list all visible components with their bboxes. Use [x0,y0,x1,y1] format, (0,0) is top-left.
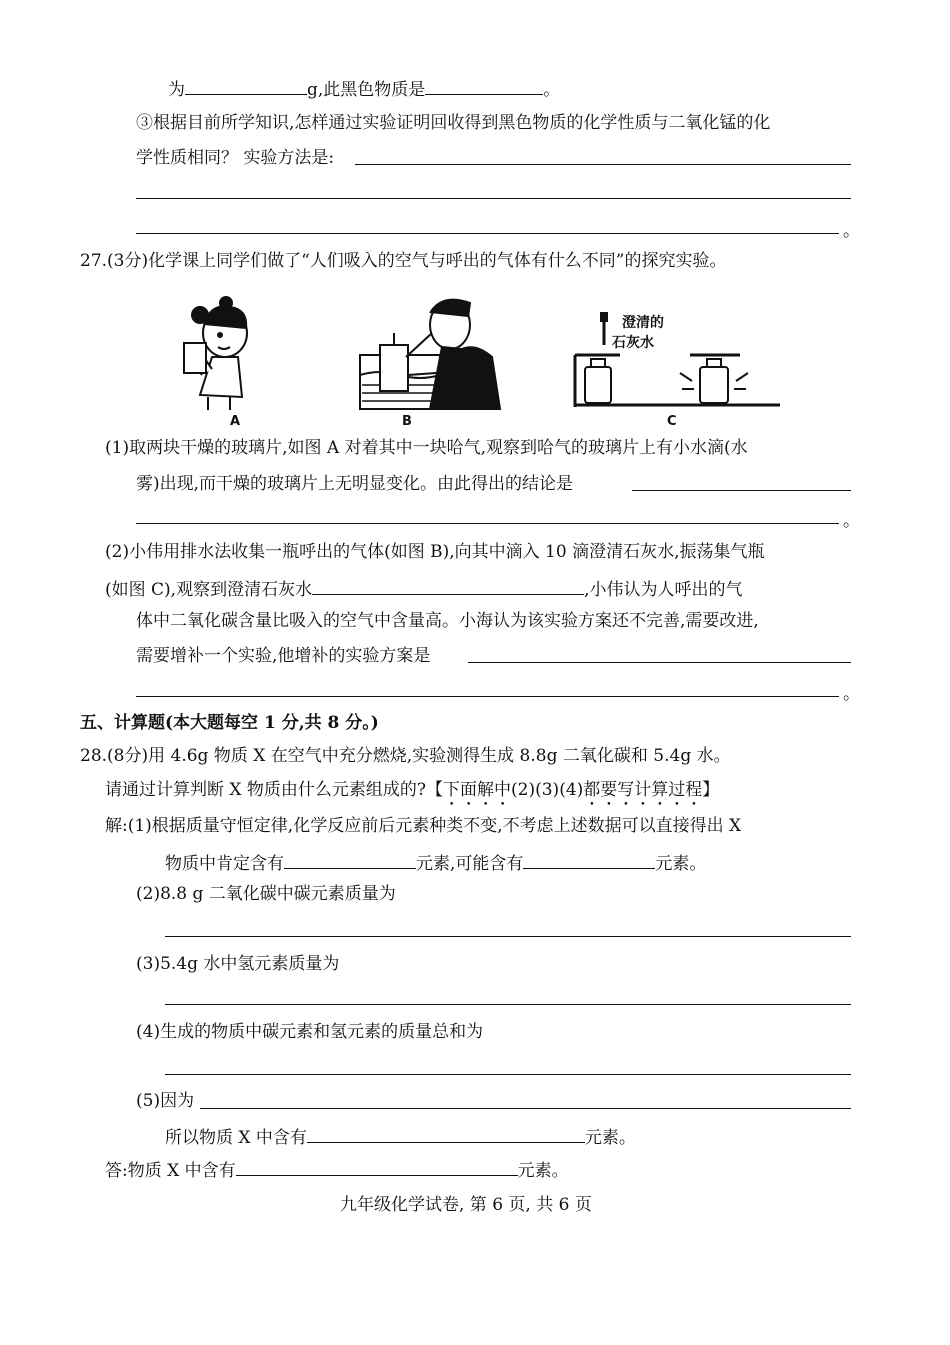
q28-step5: (5)因为 [136,1091,195,1111]
q27-p1-line2: 雾)出现,而干燥的玻璃片上无明显变化。由此得出的结论是 [136,474,574,494]
answer-blank[interactable] [307,1124,585,1143]
q26-line2: ③根据目前所学知识,怎样通过实验证明回收得到黑色物质的化学性质与二氧化锰的化 [136,113,771,133]
figure-c-bottles-icon [575,313,780,407]
answer-line[interactable] [165,1074,851,1075]
q27-p2-line1: (2)小伟用排水法收集一瓶呼出的气体(如图 B),向其中滴入 10 滴澄清石灰水,振荡集气瓶 [105,542,765,562]
fig-c-text-1: 澄清的 [622,315,664,331]
q27-p2-line3: 体中二氧化碳含量比吸入的空气中含量高。小海认为该实验方案还不完善,需要改进, [136,611,759,631]
answer-line[interactable] [165,1004,851,1005]
q28-step5-line2: 所以物质 X 中含有 元素。 [165,1124,636,1149]
answer-blank[interactable] [523,850,655,869]
answer-line[interactable] [200,1108,851,1109]
answer-line[interactable] [632,490,851,491]
q28-answer: 答:物质 X 中含有 元素。 [105,1157,569,1182]
q26-line1: 为 g,此黑色物质是 。 [168,76,560,101]
answer-blank[interactable] [185,76,307,95]
figure-a-girl-icon [184,297,247,410]
q28-step2: (2)8.8 g 二氧化碳中碳元素质量为 [136,884,396,904]
q28-step4: (4)生成的物质中碳元素和氢元素的质量总和为 [136,1022,484,1042]
q27-p1-line1: (1)取两块干燥的玻璃片,如图 A 对着其中一块哈气,观察到哈气的玻璃片上有小水滴(水 [105,438,748,458]
answer-blank[interactable] [425,76,543,95]
answer-line[interactable] [355,164,851,165]
answer-line[interactable] [136,523,839,524]
answer-line[interactable] [468,662,851,663]
figure-b-man-icon [360,300,500,409]
q28-line1: 28.(8分)用 4.6g 物质 X 在空气中充分燃烧,实验测得生成 8.8g 二氧化碳和 5.4g 水。 [80,746,731,766]
q28-step1-line2: 物质中肯定含有 元素,可能含有 元素。 [165,850,706,875]
answer-blank[interactable] [236,1157,518,1176]
answer-blank[interactable] [284,850,416,869]
experiment-figures [180,285,780,430]
period: 。 [843,221,860,241]
section-title: 五、计算题(本大题每空 1 分,共 8 分。) [80,713,379,733]
page-footer: 九年级化学试卷, 第 6 页, 共 6 页 [340,1195,592,1215]
q28-step1-line1: 解:(1)根据质量守恒定律,化学反应前后元素种类不变,不考虑上述数据可以直接得出 X [105,816,742,836]
period: 。 [843,684,860,704]
q28-step3: (3)5.4g 水中氢元素质量为 [136,954,340,974]
q27-title: 27.(3分)化学课上同学们做了“人们吸入的空气与呼出的气体有什么不同”的探究实验。 [80,251,727,271]
q28-line2: 请通过计算判断 X 物质由什么元素组成的?【下面解中(2)(3)(4)都要写计算过程】 [105,780,720,800]
answer-line[interactable] [136,198,851,199]
fig-label-c: C [667,414,677,429]
q26-line3: 学性质相同？ 实验方法是: [136,148,335,168]
answer-line[interactable] [136,696,839,697]
answer-line[interactable] [136,233,839,234]
period: 。 [843,511,860,531]
fig-label-b: B [402,414,412,429]
q27-p2-line4: 需要增补一个实验,他增补的实验方案是 [136,646,431,666]
fig-c-text-2: 石灰水 [612,335,654,351]
answer-line[interactable] [165,936,851,937]
fig-label-a: A [230,414,241,429]
q27-p2-line2: (如图 C),观察到澄清石灰水 ,小伟认为人呼出的气 [105,576,743,601]
answer-blank[interactable] [312,576,584,595]
